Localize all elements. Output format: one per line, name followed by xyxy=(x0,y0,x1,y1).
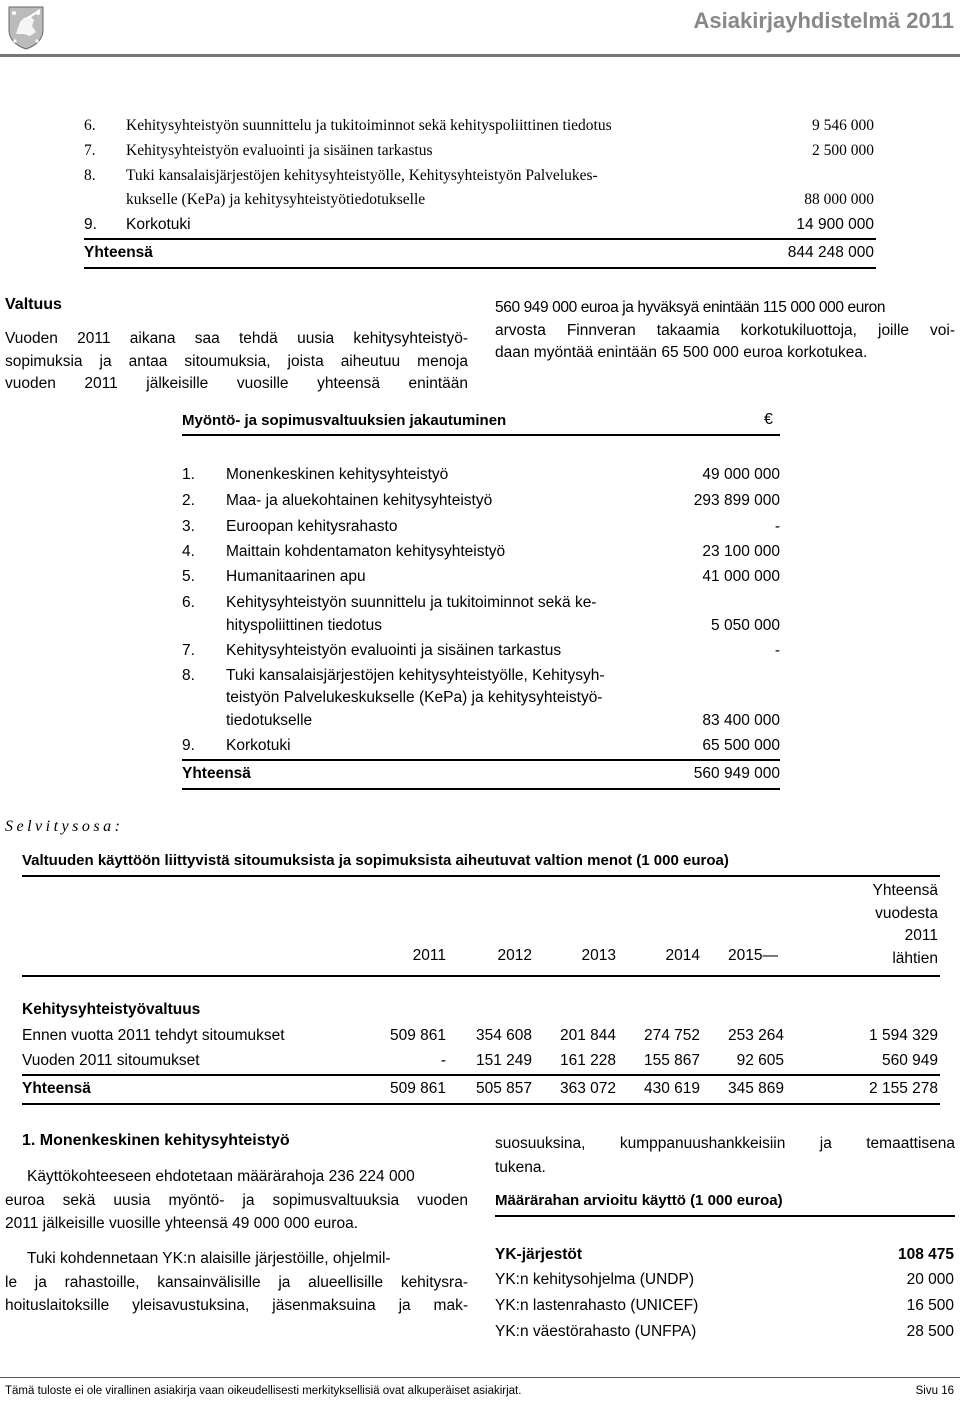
list-item-number: 4. xyxy=(182,543,195,560)
list-item-text: Korkotuki xyxy=(126,216,191,233)
valtuus-paragraph-right xyxy=(495,297,955,365)
table-cell: 155 867 xyxy=(643,1052,700,1069)
list-item-number: 9. xyxy=(182,737,195,754)
list-item-number: 1. xyxy=(182,466,195,483)
list-item-text: Kehitysyhteistyön evaluointi ja sisäinen tarkastus xyxy=(226,642,562,659)
list-item-text: Tuki kansalaisjärjestöjen kehitysyhteistyölle, Kehitysyh- xyxy=(226,667,605,684)
list-item-text: Kehitysyhteistyön suunnittelu ja tukitoiminnot sekä ke- xyxy=(226,594,597,611)
col-total-header xyxy=(873,880,939,970)
page-number: Sivu 16 xyxy=(915,1385,954,1397)
section-paragraph-1 xyxy=(5,1165,468,1236)
list-item-value: - xyxy=(774,642,780,659)
table-cell: 560 949 xyxy=(881,1052,938,1069)
coat-of-arms-logo xyxy=(6,4,46,50)
list-item xyxy=(84,166,96,186)
commitments-rule-top xyxy=(22,875,940,877)
section-label: Selvitysosa: xyxy=(5,818,124,835)
list-item-number: lähtien xyxy=(892,949,938,967)
list-item-number: tukena. xyxy=(495,1158,546,1176)
list-item-text: Maa- ja aluekohtainen kehitysyhteistyö xyxy=(226,492,493,509)
list-item-value: 2 500 000 xyxy=(812,142,874,159)
table-cell: 92 605 xyxy=(736,1052,784,1069)
estimate-heading: Määrärahan arvioitu käyttö (1 000 euroa) xyxy=(495,1192,783,1209)
list-item-number: 2011 jälkeisille vuosille yhteensä 49 000 000 euroa. xyxy=(5,1215,359,1232)
distribution-total-rule-bottom xyxy=(182,788,780,790)
total-rule-top xyxy=(84,238,876,240)
list-item-number: Yhteensä xyxy=(872,882,938,899)
table-cell: - xyxy=(440,1052,446,1069)
list-item xyxy=(84,141,96,161)
list-item-number: daan myöntää enintään 65 500 000 euroa korkotukea. xyxy=(495,344,868,361)
total-value: 560 949 000 xyxy=(693,765,780,782)
section-paragraph-2-cont xyxy=(495,1132,955,1179)
list-item-number: arvosta Finnveran takaamia korkotukiluottoja, joille voi- xyxy=(495,321,955,339)
header-rule xyxy=(0,54,960,57)
table-cell: 430 619 xyxy=(643,1080,700,1097)
list-item-text: Monenkeskinen kehitysyhteistyö xyxy=(226,466,449,483)
commitments-header-rule xyxy=(22,975,940,977)
footer-rule xyxy=(0,1377,960,1378)
col-header-2015: 2015— xyxy=(728,947,778,964)
list-item-value: 41 000 000 xyxy=(702,568,780,585)
list-item-number: sopimuksia ja antaa sitoumuksia, joista aiheutuu menoja xyxy=(5,352,468,370)
commitments-total-rule-bottom xyxy=(22,1103,940,1105)
table-cell: 509 861 xyxy=(389,1080,446,1097)
col-header-2011: 2011 xyxy=(412,947,446,964)
list-item-value: 9 546 000 xyxy=(812,117,874,134)
list-item-value: 88 000 000 xyxy=(804,191,874,208)
total-rule-bottom xyxy=(84,267,876,269)
table-cell: 201 844 xyxy=(559,1027,616,1044)
list-item-number: euroa sekä uusia myöntö- ja sopimusvaltuuksia vuoden xyxy=(5,1191,468,1209)
total-label: Yhteensä xyxy=(84,244,153,261)
list-item-text: Korkotuki xyxy=(226,737,291,754)
table-cell: 274 752 xyxy=(643,1027,700,1044)
list-item-number: vuoden 2011 jälkeisille vuosille yhteensä enintään xyxy=(5,375,468,392)
list-item-text-cont: tiedotukselle xyxy=(226,712,313,729)
list-item-number: Vuoden 2011 aikana saa tehdä uusia kehitysyhteistyö- xyxy=(5,330,468,347)
list-item-number: vuodesta xyxy=(875,904,938,922)
list-item-value: 14 900 000 xyxy=(796,216,874,233)
footer-disclaimer: Tämä tuloste ei ole virallinen asiakirja vaan oikeudellisesti merkityksellisiä ovat alkuperäiset asiakirjat. xyxy=(5,1385,522,1397)
table-cell: 16 500 xyxy=(906,1297,954,1314)
table-row-label: Ennen vuotta 2011 tehdyt sitoumukset xyxy=(22,1027,285,1044)
list-item-number: 2. xyxy=(182,492,195,509)
table-row-label: YK-järjestöt xyxy=(495,1246,582,1263)
list-item-number: 5. xyxy=(182,568,195,585)
table-cell: 1 594 329 xyxy=(869,1027,938,1044)
list-item xyxy=(84,116,96,136)
list-item-text-cont: kukselle (KePa) ja kehitysyhteistyötiedotukselle xyxy=(126,191,426,208)
table-cell: 345 869 xyxy=(727,1080,784,1097)
list-item-number: Käyttökohteeseen ehdotetaan määrärahoja 236 224 000 xyxy=(27,1168,415,1185)
table-cell: 151 249 xyxy=(475,1052,532,1069)
list-item-number: 6. xyxy=(182,594,195,611)
distribution-total-rule-top xyxy=(182,759,780,761)
col-header-2014: 2014 xyxy=(665,947,700,964)
list-item-text: Euroopan kehitysrahasto xyxy=(226,518,398,535)
table-cell: 505 857 xyxy=(475,1080,532,1097)
list-item-value: 83 400 000 xyxy=(702,712,780,729)
total-label: Yhteensä xyxy=(22,1080,91,1097)
valtuus-paragraph-left xyxy=(5,328,468,396)
list-item-text: Tuki kansalaisjärjestöjen kehitysyhteistyölle, Kehitysyhteistyön Palvelukes- xyxy=(126,167,598,184)
list-item-value: 65 500 000 xyxy=(702,737,780,754)
table-cell: 354 608 xyxy=(475,1027,532,1044)
col-header-2012: 2012 xyxy=(497,947,532,964)
table-row-label: YK:n kehitysohjelma (UNDP) xyxy=(495,1271,694,1288)
list-item-value: 23 100 000 xyxy=(702,543,780,560)
list-item-text: Kehitysyhteistyön suunnittelu ja tukitoiminnot sekä kehityspoliittinen tiedotus xyxy=(126,117,612,134)
list-item-text: Maittain kohdentamaton kehitysyhteistyö xyxy=(226,543,506,560)
list-item-value: 293 899 000 xyxy=(693,492,780,509)
section-label-row: Kehitysyhteistyövaltuus xyxy=(22,1001,201,1018)
list-item-number: le ja rahastoille, kansainvälisille ja alueellisille kehitysra- xyxy=(5,1273,468,1291)
table-cell: 28 500 xyxy=(906,1323,954,1340)
list-item-text: Humanitaarinen apu xyxy=(226,568,366,585)
commitments-heading: Valtuuden käyttöön liittyvistä sitoumuksista ja sopimuksista aiheutuvat valtion menot (1 000 euroa) xyxy=(22,852,729,869)
list-item-number: 8. xyxy=(182,667,195,684)
estimate-rule-top xyxy=(495,1215,955,1217)
list-item-number: 2011 xyxy=(904,927,938,944)
table-row-label: YK:n väestörahasto (UNFPA) xyxy=(495,1323,697,1340)
list-item-number: 560 949 000 euroa ja hyväksyä enintään 115 000 000 euron xyxy=(495,299,886,316)
table-cell: 108 475 xyxy=(897,1246,954,1263)
distribution-heading: Myöntö- ja sopimusvaltuuksien jakautuminen xyxy=(182,412,507,429)
list-item-number: hoituslaitoksille yleisavustuksina, jäsenmaksuina ja mak- xyxy=(5,1297,468,1314)
lion-crest-icon xyxy=(6,4,46,50)
table-row-label: Vuoden 2011 sitoumukset xyxy=(22,1052,200,1069)
table-cell: 161 228 xyxy=(559,1052,616,1069)
table-cell: 363 072 xyxy=(559,1080,616,1097)
distribution-rule-top xyxy=(182,434,780,436)
list-item-number: 3. xyxy=(182,518,195,535)
section-heading: 1. Monenkeskinen kehitysyhteistyö xyxy=(22,1132,290,1149)
list-item-number: 7. xyxy=(84,142,96,159)
document-title: Asiakirjayhdistelmä 2011 xyxy=(693,8,954,33)
table-row-label: YK:n lastenrahasto (UNICEF) xyxy=(495,1297,699,1314)
list-item-value: 49 000 000 xyxy=(702,466,780,483)
list-item-number: Tuki kohdennetaan YK:n alaisille järjestöille, ohjelmil- xyxy=(27,1250,391,1267)
total-label: Yhteensä xyxy=(182,765,251,782)
commitments-total-rule-top xyxy=(22,1074,940,1076)
table-cell: 509 861 xyxy=(389,1027,446,1044)
table-cell: 253 264 xyxy=(727,1027,784,1044)
list-item-text: Kehitysyhteistyön evaluointi ja sisäinen tarkastus xyxy=(126,142,433,159)
valtuus-heading: Valtuus xyxy=(5,296,62,313)
table-cell: 2 155 278 xyxy=(869,1080,938,1097)
list-item-value: 5 050 000 xyxy=(711,617,780,634)
total-value: 844 248 000 xyxy=(787,244,874,261)
table-cell: 20 000 xyxy=(906,1271,954,1288)
list-item-text-cont: hityspoliittinen tiedotus xyxy=(226,617,382,634)
section-paragraph-2 xyxy=(5,1247,468,1318)
list-item-number: suosuuksina, kumppanuushankkeisiin ja temaattisena xyxy=(495,1135,955,1152)
list-item-number: 6. xyxy=(84,117,96,134)
list-item-text-cont: teistyön Palvelukeskukselle (KePa) ja kehitysyhteistyö- xyxy=(226,689,603,706)
col-header-2013: 2013 xyxy=(581,947,616,964)
list-item-number: 9. xyxy=(84,216,97,233)
list-item-number: 7. xyxy=(182,642,195,659)
list-item-number: 8. xyxy=(84,167,96,184)
list-item-value: - xyxy=(774,518,780,535)
list-item xyxy=(84,215,97,235)
euro-unit: € xyxy=(764,411,773,428)
